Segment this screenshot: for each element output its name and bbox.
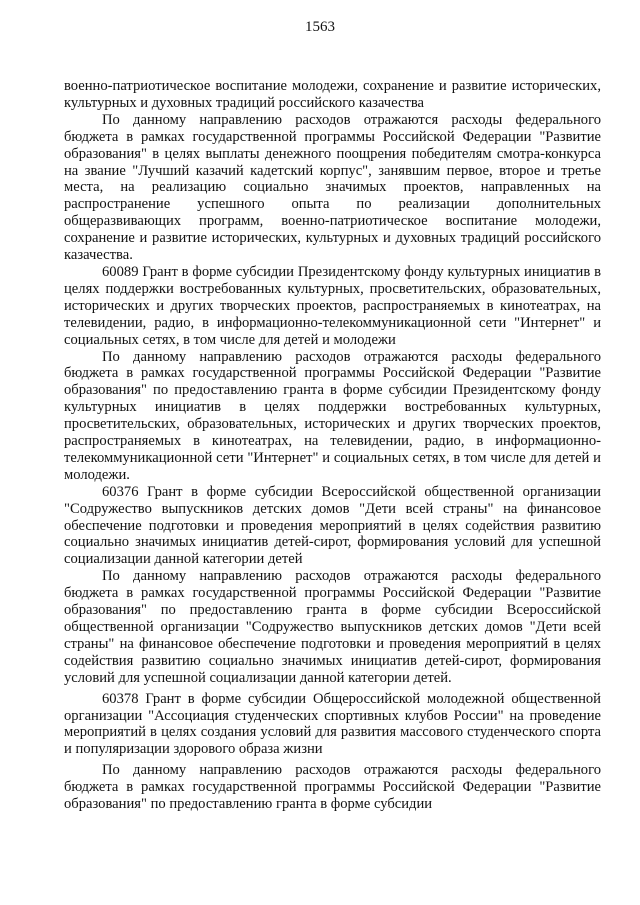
- page-number: 1563: [305, 19, 335, 35]
- document-body: [64, 78, 601, 813]
- paragraph-description: По данному направлению расходов отражаются расходы федерального бюджета в рамках государственной программы Российской Федерации "Развитие образования" по предоставлению гранта в форме субсидии Президентскому фонду культурных инициатив в целях поддержки востребованных культурных, просветительских, образовательных, исторических и других творческих проектов, распространяемых в кинотеатрах, на телевидении, радио, в информационно-телекоммуникационной сети "Интернет" и социальных сетях, в том числе для детей и молодежи.: [64, 348, 601, 483]
- paragraph-item-60089: 60089 Грант в форме субсидии Президентскому фонду культурных инициатив в целях поддержки востребованных культурных, просветительских, образовательных, исторических и других творческих проектов, распространяемых в кинотеатрах, на телевидении, радио, в информационно-телекоммуникационной сети "Интернет" и социальных сетях, в том числе для детей и молодежи: [64, 263, 601, 348]
- paragraph-item-60376: 60376 Грант в форме субсидии Всероссийской общественной организации "Содружество выпускников детских домов "Дети всей страны" на финансовое обеспечение подготовки и проведения мероприятий в целях содействия развитию социально значимых инициатив детей-сирот, формирования условий для успешной социализации данной категории детей: [64, 483, 601, 568]
- paragraph-description: По данному направлению расходов отражаются расходы федерального бюджета в рамках государственной программы Российской Федерации "Развитие образования" по предоставлению гранта в форме субсидии: [64, 762, 601, 813]
- paragraph-item-60378: 60378 Грант в форме субсидии Общероссийской молодежной общественной организации "Ассоциация студенческих спортивных клубов России" на проведение мероприятий в целях создания условий для развития массового студенческого спорта и популяризации здорового образа жизни: [64, 690, 601, 758]
- paragraph-description: По данному направлению расходов отражаются расходы федерального бюджета в рамках государственной программы Российской Федерации "Развитие образования" по предоставлению гранта в форме субсидии Всероссийской общественной организации "Содружество выпускников детских домов "Дети всей страны" на финансовое обеспечение подготовки и проведения мероприятий в целях содействия развитию социально значимых инициатив детей-сирот, формирования условий для успешной социализации данной категории детей.: [64, 568, 601, 686]
- paragraph-description: По данному направлению расходов отражаются расходы федерального бюджета в рамках государственной программы Российской Федерации "Развитие образования" в целях выплаты денежного поощрения победителям смотра-конкурса на звание "Лучший казачий кадетский корпус", занявшим первое, второе и третье места, на реализацию социально значимых проектов, направленных на распространение успешного опыта по реализации дополнительных общеразвивающих программ, военно-патриотическое воспитание молодежи, сохранение и развитие исторических, культурных и духовных традиций российского казачества.: [64, 111, 601, 264]
- paragraph-continuation: военно-патриотическое воспитание молодежи, сохранение и развитие исторических, культурных и духовных традиций российского казачества: [64, 78, 601, 111]
